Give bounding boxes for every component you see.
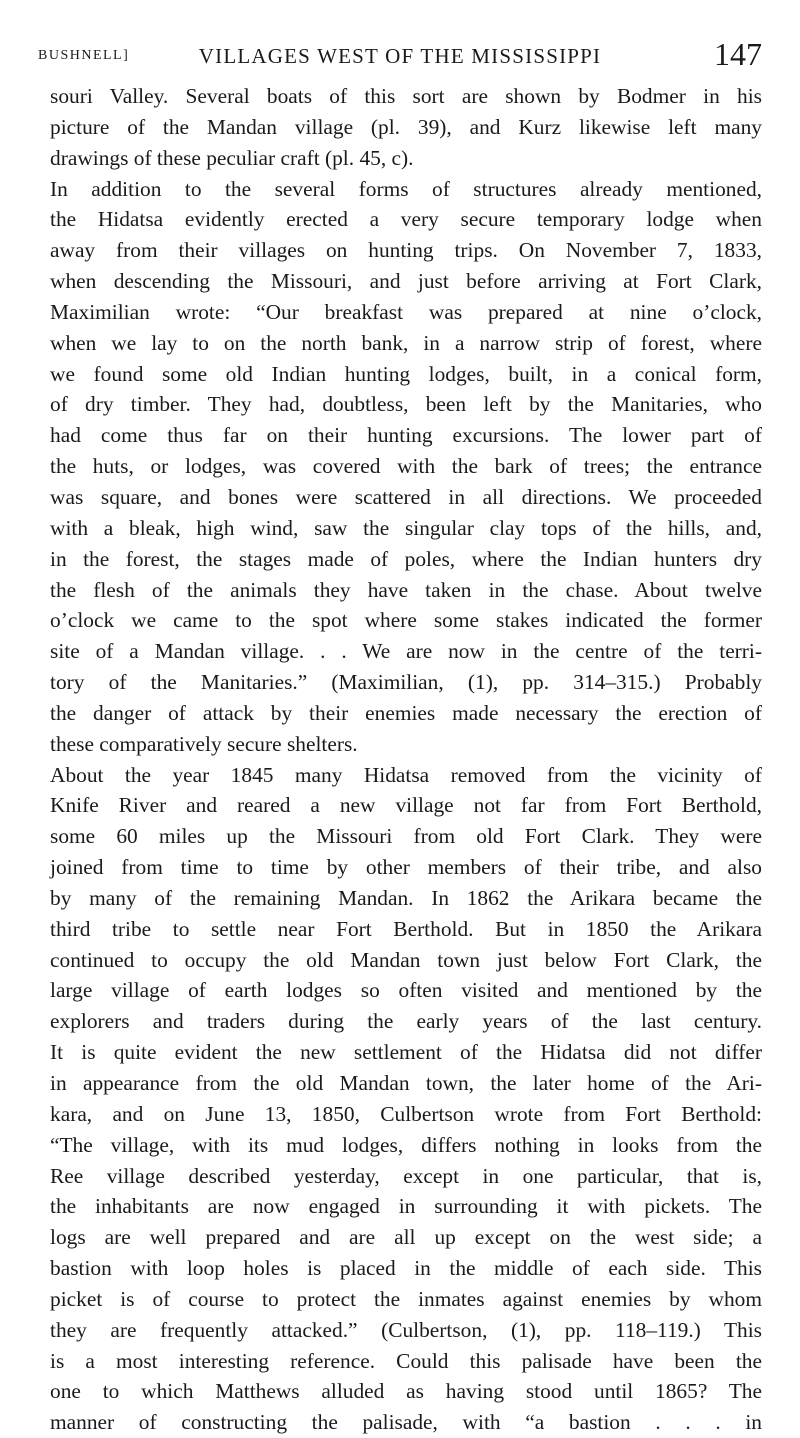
text-line: in appearance from the old Mandan town, the later home of the Ari- (50, 1071, 762, 1095)
text-line: when descending the Missouri, and just before arriving at Fort Clark, (50, 269, 762, 294)
text-line: picket is of course to protect the inmates against enemies by whom (50, 1286, 762, 1311)
running-head-author: BUSHNELL] (38, 48, 130, 63)
text-line: “The village, with its mud lodges, differs nothing in looks from the (50, 1132, 762, 1157)
page-header (38, 36, 762, 80)
paragraph-start-line: In addition to the several forms of structures already mentioned, (50, 176, 762, 201)
paragraph-start-line: About the year 1845 many Hidatsa removed from the vicinity of (50, 762, 762, 787)
text-line: Knife River and reared a new village not far from Fort Berthold, (50, 793, 762, 818)
text-line: continued to occupy the old Mandan town just below Fort Clark, the (50, 947, 762, 972)
text-line: logs are well prepared and are all up except on the west side; a (50, 1225, 762, 1250)
text-line: the danger of attack by their enemies made necessary the erection of (50, 700, 762, 725)
text-line: in the forest, the stages made of poles, where the Indian hunters dry (50, 546, 762, 571)
text-line: the inhabitants are now engaged in surrounding it with pickets. The (50, 1194, 762, 1219)
text-line: by many of the remaining Mandan. In 1862 the Arikara became the (50, 885, 762, 910)
text-line: explorers and traders during the early years of the last century. (50, 1009, 762, 1034)
text-line: joined from time to time by other members of their tribe, and also (50, 855, 762, 880)
text-line: these comparatively secure shelters. (50, 731, 358, 756)
text-line: when we lay to on the north bank, in a narrow strip of forest, where (50, 330, 762, 355)
text-line: was square, and bones were scattered in all directions. We proceeded (50, 484, 762, 509)
body-text (50, 81, 762, 1438)
text-line: we found some old Indian hunting lodges, built, in a conical form, (50, 361, 762, 386)
text-line: some 60 miles up the Missouri from old Fort Clark. They were (50, 824, 762, 849)
text-line: the Hidatsa evidently erected a very secure temporary lodge when (50, 207, 762, 232)
text-line: Maximilian wrote: “Our breakfast was prepared at nine o’clock, (50, 299, 762, 324)
text-line: of dry timber. They had, doubtless, been left by the Manitaries, who (50, 392, 762, 417)
text-line: large village of earth lodges so often visited and mentioned by the (50, 978, 762, 1003)
text-line: they are frequently attacked.” (Culbertson, (1), pp. 118–119.) This (50, 1317, 762, 1342)
text-line: is a most interesting reference. Could this palisade have been the (50, 1348, 762, 1373)
text-line: had come thus far on their hunting excursions. The lower part of (50, 423, 762, 448)
text-line: Ree village described yesterday, except in one particular, that is, (50, 1163, 762, 1188)
page-number: 147 (714, 36, 762, 72)
text-line: souri Valley. Several boats of this sort are shown by Bodmer in his (50, 84, 762, 108)
text-line: tory of the Manitaries.” (Maximilian, (1), pp. 314–315.) Probably (50, 670, 762, 695)
text-line: site of a Mandan village. . . We are now in the centre of the terri- (50, 639, 762, 664)
text-line: away from their villages on hunting trips. On November 7, 1833, (50, 238, 762, 263)
text-line: kara, and on June 13, 1850, Culbertson wrote from Fort Berthold: (50, 1101, 762, 1126)
text-line: the flesh of the animals they have taken in the chase. About twelve (50, 577, 762, 602)
text-line: drawings of these peculiar craft (pl. 45, c). (50, 145, 414, 170)
text-line: with a bleak, high wind, saw the singular clay tops of the hills, and, (50, 515, 762, 540)
running-head-title: VILLAGES WEST OF THE MISSISSIPPI (198, 44, 602, 68)
text-line: bastion with loop holes is placed in the middle of each side. This (50, 1256, 762, 1281)
text-line: o’clock we came to the spot where some stakes indicated the former (50, 608, 762, 633)
text-line: It is quite evident the new settlement of the Hidatsa did not differ (50, 1040, 762, 1065)
text-line: third tribe to settle near Fort Berthold. But in 1850 the Arikara (50, 916, 762, 941)
text-line: one to which Matthews alluded as having stood until 1865? The (50, 1379, 762, 1404)
text-line: manner of constructing the palisade, with “a bastion . . . in (50, 1410, 762, 1435)
text-line: the huts, or lodges, was covered with the bark of trees; the entrance (50, 454, 762, 479)
text-line: picture of the Mandan village (pl. 39), and Kurz likewise left many (50, 114, 762, 139)
